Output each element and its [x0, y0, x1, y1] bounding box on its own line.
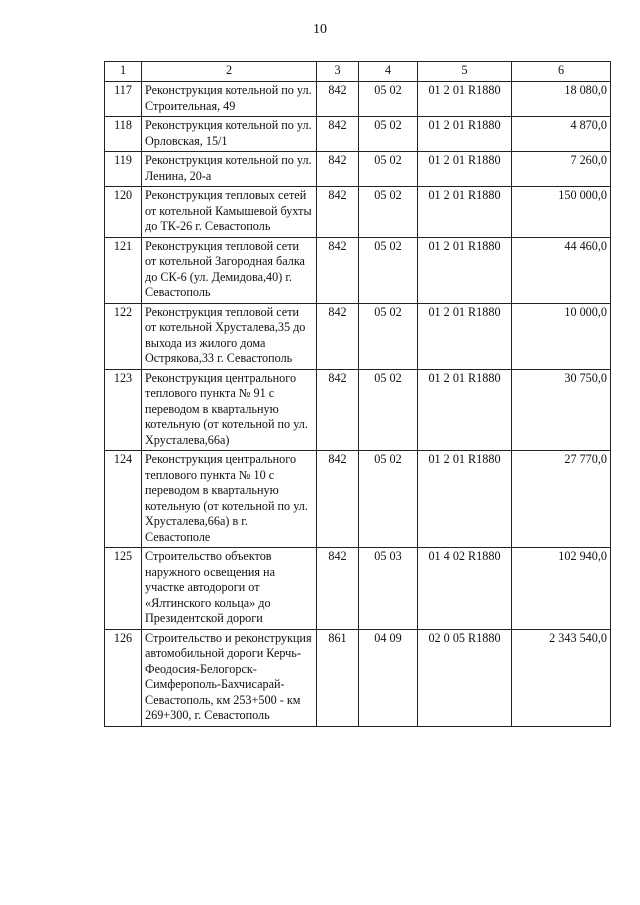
target-article-code: 01 2 01 R1880: [418, 237, 512, 303]
table-row: [105, 237, 611, 303]
amount: 4 870,0: [512, 117, 611, 152]
object-name: Реконструкция центрального теплового пункта № 10 с переводом в квартальную котельную (от котельной по ул. Хрусталева,66а) в г. Севастополе: [142, 451, 317, 548]
amount: 27 770,0: [512, 451, 611, 548]
amount: 18 080,0: [512, 82, 611, 117]
budget-table: [104, 61, 611, 727]
target-article-code: 01 2 01 R1880: [418, 369, 512, 451]
table-row: [105, 369, 611, 451]
table-row: [105, 451, 611, 548]
ministry-code: 842: [317, 187, 359, 238]
target-article-code: 01 2 01 R1880: [418, 187, 512, 238]
object-name: Реконструкция котельной по ул. Ленина, 20-а: [142, 152, 317, 187]
row-number: 122: [105, 303, 142, 369]
row-number: 125: [105, 548, 142, 630]
section-code: 05 02: [359, 82, 418, 117]
row-number: 117: [105, 82, 142, 117]
table-row: [105, 152, 611, 187]
object-name: Реконструкция тепловых сетей от котельной Камышевой бухты до ТК-26 г. Севастополь: [142, 187, 317, 238]
target-article-code: 01 2 01 R1880: [418, 303, 512, 369]
target-article-code: 02 0 05 R1880: [418, 629, 512, 726]
column-header: 2: [142, 62, 317, 82]
row-number: 119: [105, 152, 142, 187]
object-name: Строительство объектов наружного освещения на участке автодороги от «Ялтинского кольца» до Президентской дороги: [142, 548, 317, 630]
section-code: 05 02: [359, 187, 418, 238]
section-code: 05 02: [359, 303, 418, 369]
amount: 102 940,0: [512, 548, 611, 630]
row-number: 124: [105, 451, 142, 548]
ministry-code: 842: [317, 117, 359, 152]
amount: 150 000,0: [512, 187, 611, 238]
column-header: 3: [317, 62, 359, 82]
row-number: 121: [105, 237, 142, 303]
section-code: 05 02: [359, 369, 418, 451]
object-name: Реконструкция центрального теплового пункта № 91 с переводом в квартальную котельную (от котельной по ул. Хрусталева,66а): [142, 369, 317, 451]
target-article-code: 01 2 01 R1880: [418, 117, 512, 152]
object-name: Реконструкция тепловой сети от котельной Хрусталева,35 до выхода из жилого дома Острякова,33 г. Севастополь: [142, 303, 317, 369]
object-name: Реконструкция котельной по ул. Строительная, 49: [142, 82, 317, 117]
object-name: Строительство и реконструкция автомобильной дороги Керчь-Феодосия-Белогорск-Симферополь-Бахчисарай-Севастополь, км 253+500 - км 269+300, г. Севастополь: [142, 629, 317, 726]
target-article-code: 01 2 01 R1880: [418, 82, 512, 117]
ministry-code: 842: [317, 303, 359, 369]
table-row: [105, 117, 611, 152]
object-name: Реконструкция тепловой сети от котельной Загородная балка до СК-6 (ул. Демидова,40) г. Севастополь: [142, 237, 317, 303]
section-code: 05 02: [359, 152, 418, 187]
column-header: 1: [105, 62, 142, 82]
row-number: 126: [105, 629, 142, 726]
page-number: 10: [313, 22, 327, 37]
column-header: 6: [512, 62, 611, 82]
table-row: [105, 187, 611, 238]
table-row: [105, 303, 611, 369]
amount: 2 343 540,0: [512, 629, 611, 726]
section-code: 05 02: [359, 451, 418, 548]
ministry-code: 842: [317, 82, 359, 117]
table-row: [105, 548, 611, 630]
target-article-code: 01 4 02 R1880: [418, 548, 512, 630]
target-article-code: 01 2 01 R1880: [418, 451, 512, 548]
row-number: 118: [105, 117, 142, 152]
amount: 10 000,0: [512, 303, 611, 369]
column-header: 5: [418, 62, 512, 82]
section-code: 05 02: [359, 117, 418, 152]
section-code: 05 03: [359, 548, 418, 630]
table-row: [105, 82, 611, 117]
row-number: 120: [105, 187, 142, 238]
ministry-code: 842: [317, 152, 359, 187]
section-code: 04 09: [359, 629, 418, 726]
target-article-code: 01 2 01 R1880: [418, 152, 512, 187]
object-name: Реконструкция котельной по ул. Орловская, 15/1: [142, 117, 317, 152]
ministry-code: 842: [317, 369, 359, 451]
ministry-code: 861: [317, 629, 359, 726]
amount: 44 460,0: [512, 237, 611, 303]
table-row: [105, 629, 611, 726]
row-number: 123: [105, 369, 142, 451]
column-header: 4: [359, 62, 418, 82]
ministry-code: 842: [317, 451, 359, 548]
table-header-row: [105, 62, 611, 82]
section-code: 05 02: [359, 237, 418, 303]
amount: 7 260,0: [512, 152, 611, 187]
ministry-code: 842: [317, 237, 359, 303]
amount: 30 750,0: [512, 369, 611, 451]
ministry-code: 842: [317, 548, 359, 630]
